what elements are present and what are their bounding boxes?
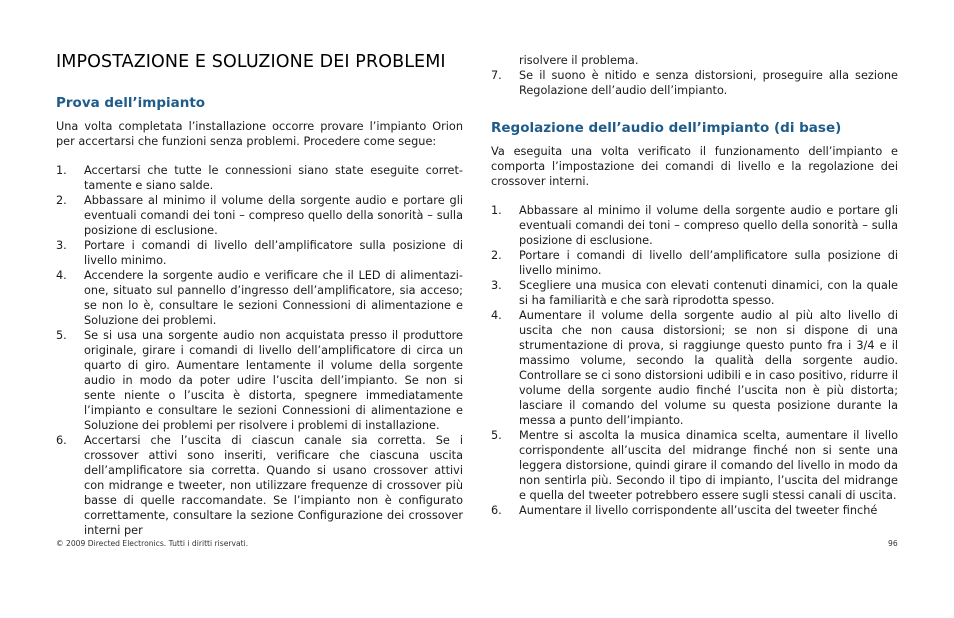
list-item-text: Accertarsi che l’uscita di ciascun canale sia corretta. Se i crossover attivi sono inseriti, verificare che ciascuna uscita dell’amplificatore sia corretta. Quando si usano crossover attivi con midrange e tweeter, non utilizzare frequenze di crossover più basse di quelle raccomandate. Se l’impianto non è configurato correttamente, consultare la sezione Configurazione dei crossover interni per: [84, 434, 463, 537]
list-item-number: 1.: [491, 204, 502, 217]
page-number: 96: [888, 539, 898, 548]
list-item-text: Scegliere una musica con elevati contenuti dinamici, con la quale si ha familiarità e che sarà riprodotta spesso.: [519, 279, 898, 307]
list-item-number: 6.: [56, 434, 67, 447]
list-item-number: 5.: [56, 329, 67, 342]
list-item: [491, 308, 898, 428]
list-item: [56, 238, 463, 268]
list-item-number: 3.: [491, 279, 502, 292]
test-step-7: [491, 68, 898, 98]
list-item-number: 2.: [491, 249, 502, 262]
section-title: IMPOSTAZIONE E SOLUZIONE DEI PROBLEMI: [56, 52, 446, 72]
list-item-text: Accendere la sorgente audio e verificare che il LED di alimentazione, situato sul pannello d’ingresso dell’amplificatore, sia acceso; se non lo è, consultare le sezioni Connessioni di alimentazione e Soluzione dei problemi.: [84, 269, 463, 327]
adjust-intro: Va eseguita una volta verificato il funzionamento dell’impianto e comporta l’impostazione dei comandi di livello e la regolazione dei crossover interni.: [491, 145, 898, 188]
list-item: [491, 278, 898, 308]
list-item-text: Aumentare il volume della sorgente audio al più alto livello di uscita che non causa distorsioni; se non si dispone di una strumentazione di prova, si raggiunge questo punto fra i 3/4 e il massimo volume, secondo la qualità della sorgente audio. Controllare se ci sono distorsioni udibili e in caso positivo, ridurre il volume della sorgente audio finché l’uscita non è più distorta; lasciare il comando del volume su questa posizione durante la messa a punto dell’impianto.: [519, 309, 898, 427]
test-heading: Prova dell’impianto: [56, 95, 206, 111]
test-intro: Una volta completata l’installazione occorre provare l’impianto Orion per accertarsi che funzioni senza problemi. Procedere come segue:: [56, 120, 463, 148]
list-item: [56, 193, 463, 238]
list-item-text: Portare i comandi di livello dell’amplificatore sulla posizione di livello minimo.: [519, 249, 898, 277]
adjust-heading: Regolazione dell’audio dell’impianto (di base): [491, 120, 842, 136]
list-item-number: 4.: [491, 309, 502, 322]
list-item-text: Abbassare al minimo il volume della sorgente audio e portare gli eventuali comandi dei toni – compreso quello della sonorità – sulla posizione di esclusione.: [519, 204, 898, 247]
list-item-number: 4.: [56, 269, 67, 282]
adjust-steps-list: [491, 203, 898, 518]
list-item-text: Se si usa una sorgente audio non acquistata presso il produttore originale, girare i comandi di livello dell’amplificatore di circa un quarto di giro. Aumentare lentamente il volume della sorgente audio in modo da poter udire l’uscita dell’impianto. Se non si sente niente o l’uscita è distorta, spegnere immediatamente l’impianto e consultare le sezioni Connessioni di alimentazione e Soluzione dei problemi per risolvere i problemi di installazione.: [84, 329, 463, 432]
list-item: [56, 268, 463, 328]
list-item-text: Mentre si ascolta la musica dinamica scelta, aumentare il livello corrispondente all’uscita del midrange finché non si sente una leggera distorsione, quindi girare il comando del livello in modo da non sentirla più. Secondo il tipo di impianto, l’uscita del midrange e quella del tweeter potrebbero essere sugli stessi canali di uscita.: [519, 429, 898, 502]
test-steps-list: [56, 163, 463, 538]
list-item: [56, 163, 463, 193]
list-item: [491, 248, 898, 278]
list-item-number: 3.: [56, 239, 67, 252]
list-item-text: Portare i comandi di livello dell’amplificatore sulla posizione di livello minimo.: [84, 239, 463, 267]
copyright-footer: © 2009 Directed Electronics. Tutti i diritti riservati.: [56, 539, 249, 548]
list-item: [491, 428, 898, 503]
test-continuation: risolvere il problema.: [519, 54, 639, 67]
list-item: [491, 203, 898, 248]
list-item-number: 2.: [56, 194, 67, 207]
list-item-text: Abbassare al minimo il volume della sorgente audio e portare gli eventuali comandi dei toni – compreso quello della sonorità – sulla posizione di esclusione.: [84, 194, 463, 237]
list-item-text: Accertarsi che tutte le connessioni siano state eseguite correttamente e siano salde.: [84, 164, 463, 192]
list-item: [56, 328, 463, 433]
list-item: [56, 433, 463, 538]
list-item-text: Aumentare il livello corrispondente all’uscita del tweeter finché: [519, 504, 878, 517]
list-item-text: Se il suono è nitido e senza distorsioni, proseguire alla sezione Regolazione dell’audio dell’impianto.: [519, 69, 898, 97]
list-item: [491, 503, 898, 518]
list-item-number: 1.: [56, 164, 67, 177]
list-item-number: 5.: [491, 429, 502, 442]
list-item-number: 7.: [491, 69, 502, 82]
list-item-number: 6.: [491, 504, 502, 517]
list-item: [491, 68, 898, 98]
